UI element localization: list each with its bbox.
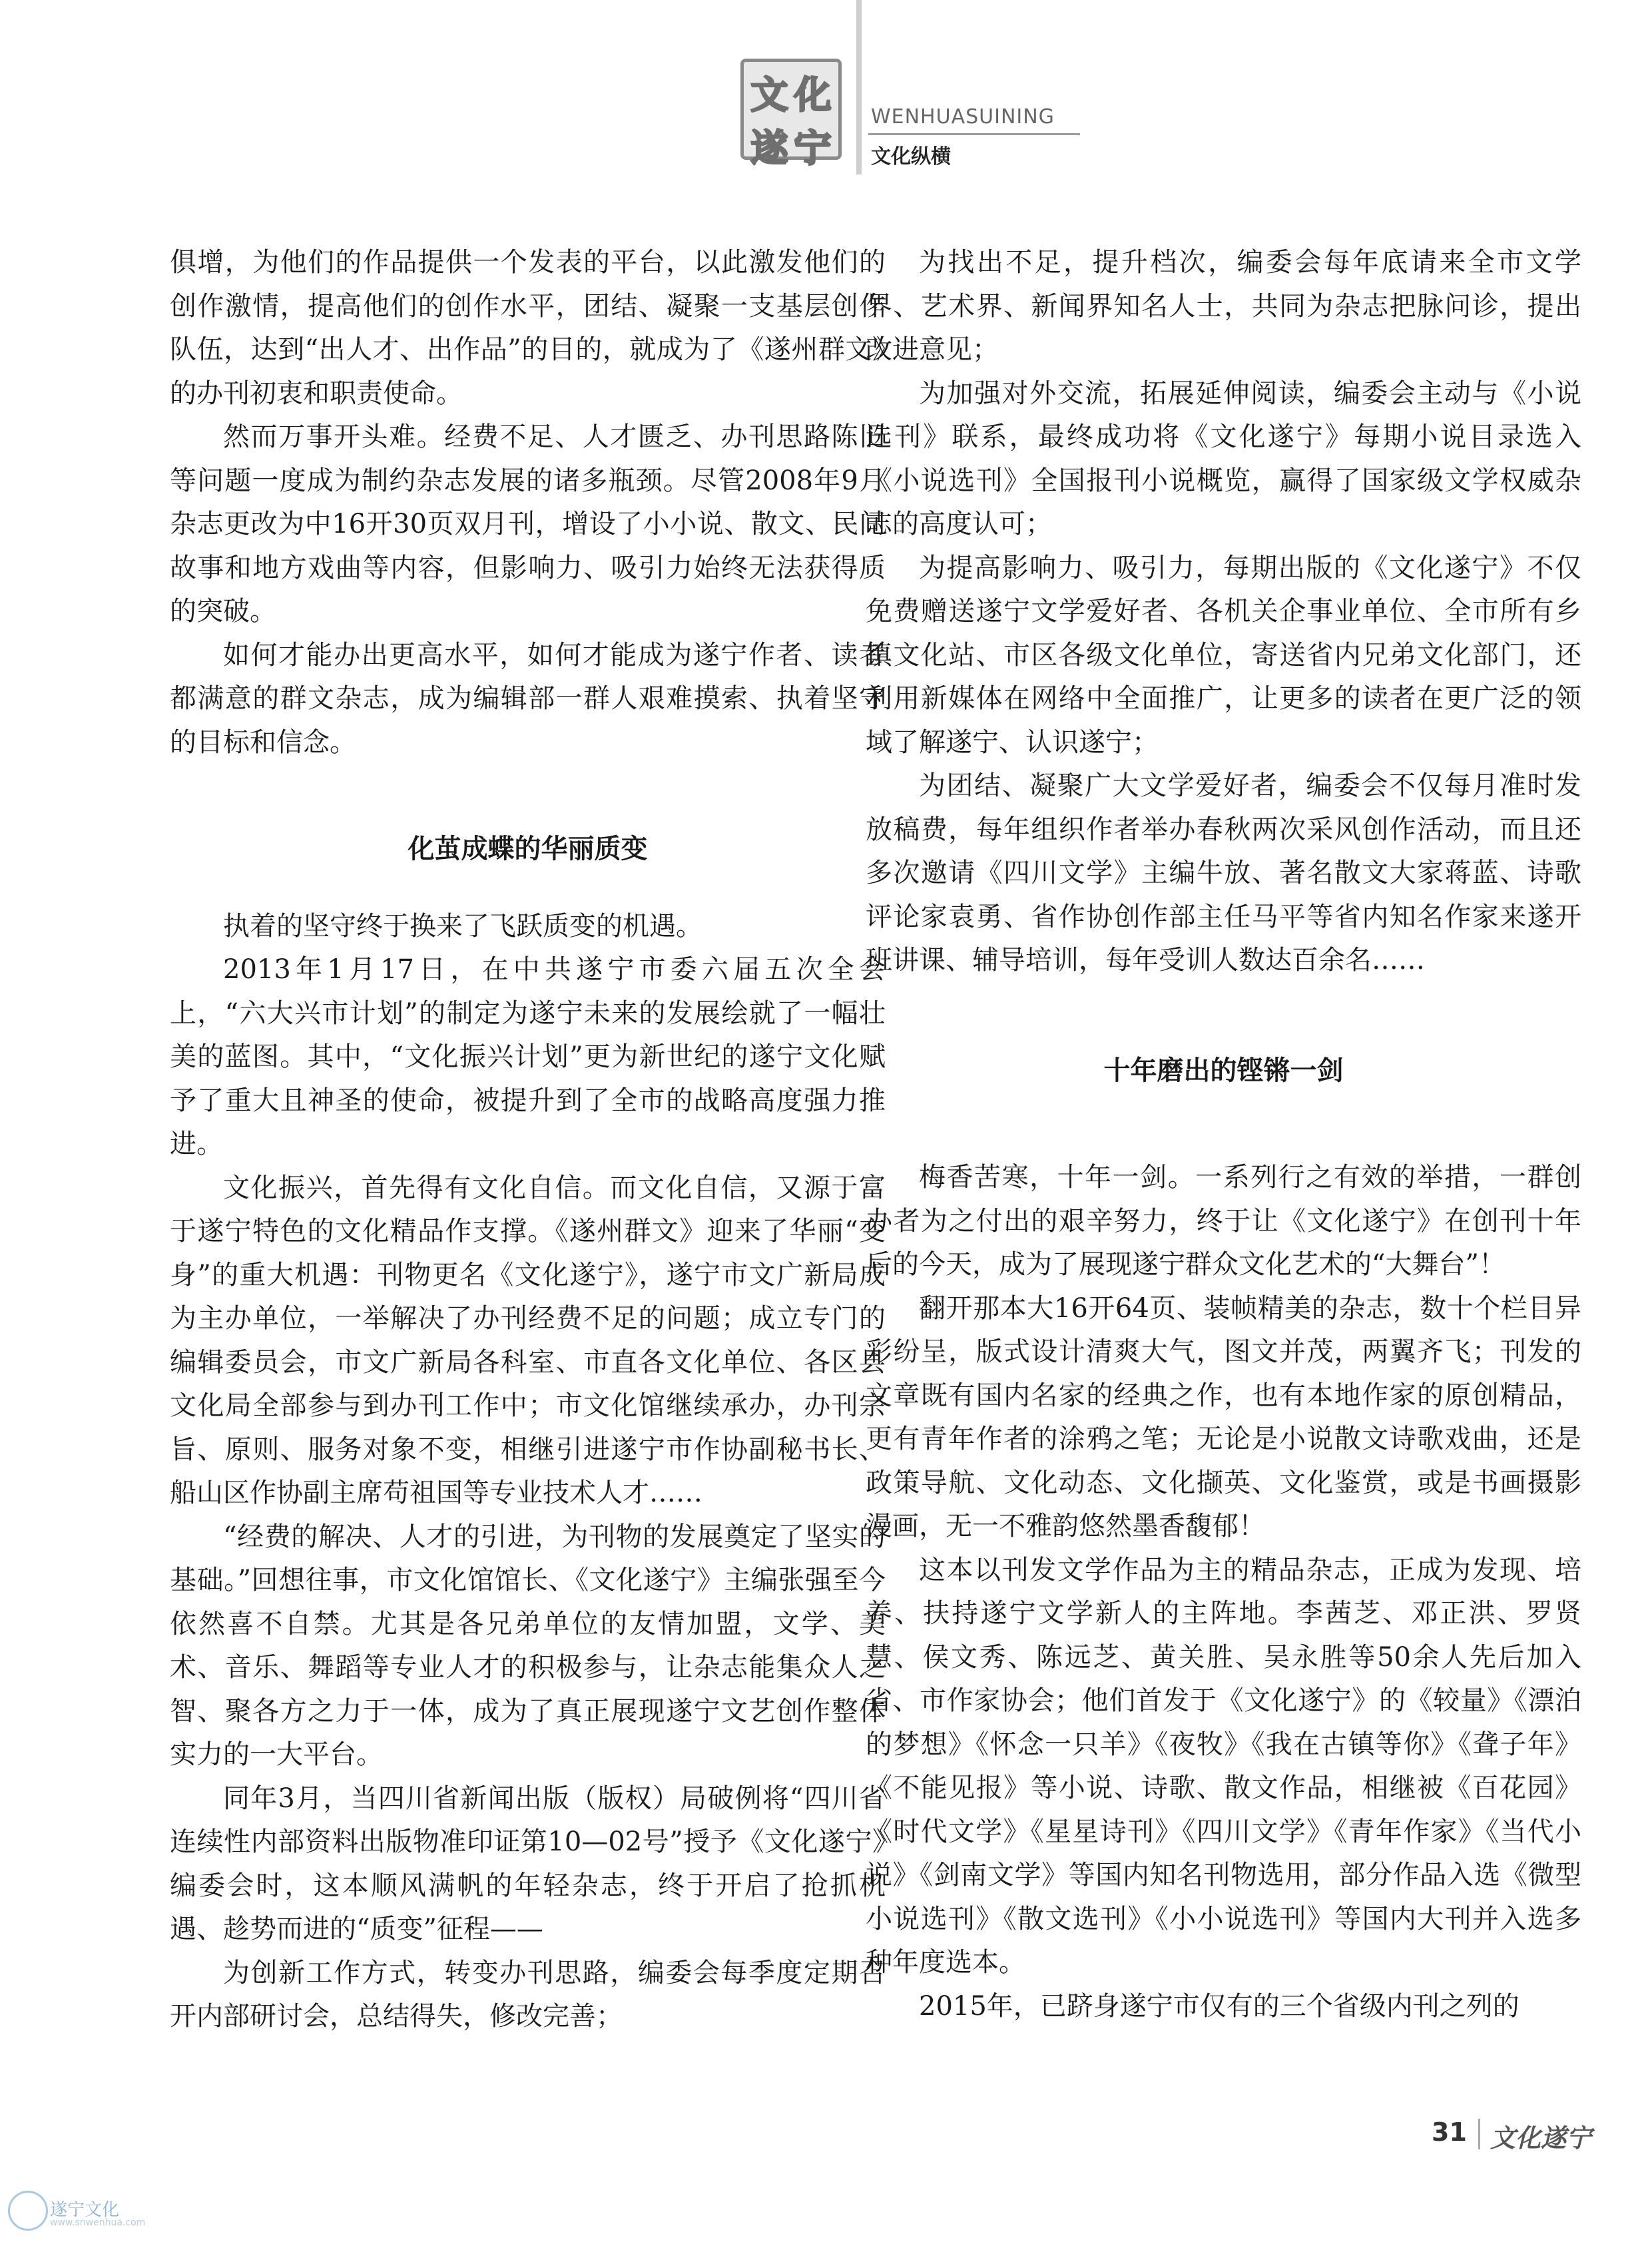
section-title: 文化纵横 bbox=[871, 145, 951, 168]
paragraph: 2015年，已跻身遂宁市仅有的三个省级内刊之列的 bbox=[919, 1990, 1519, 2022]
logo-char: 遂 bbox=[750, 127, 788, 170]
paragraph: 翻开那本大16开64页、装帧精美的杂志，数十个栏目异彩纷呈，版式设计清爽大气，图文并茂，两翼齐飞；刊发的文章既有国内名家的经典之作，也有本地作家的原创精品，更有青年作者的涂鸦之笔；无论是小说散文诗歌戏曲，还是政策导航、文化动态、文化撷英、文化鉴赏，或是书画摄影漫画，无一不雅韵悠然墨香馥郁！ bbox=[866, 1292, 1581, 1541]
brand-english-name: WENHUASUINING bbox=[871, 105, 1055, 129]
paragraph: “经费的解决、人才的引进，为刊物的发展奠定了坚实的基础。”回想往事，市文化馆馆长、《文化遂宁》主编张强至今依然喜不自禁。尤其是各兄弟单位的友情加盟，文学、美术、音乐、舞蹈等专业人才的积极参与，让杂志能集众人之智、聚各方之力于一体，成为了真正展现遂宁文艺创作整体实力的一大平台。 bbox=[170, 1521, 886, 1770]
page-number: 31 bbox=[1432, 2117, 1467, 2147]
logo-char: 化 bbox=[794, 74, 832, 117]
paragraph: 为提高影响力、吸引力，每期出版的《文化遂宁》不仅免费赠送遂宁文学爱好者、各机关企事业单位、全市所有乡镇文化站、市区各级文化单位，寄送省内兄弟文化部门，还利用新媒体在网络中全面推广，让更多的读者在更广泛的领域了解遂宁、认识遂宁； bbox=[866, 552, 1581, 758]
logo-char: 宁 bbox=[794, 127, 832, 170]
watermark-url: www.snwenhua.com bbox=[50, 2217, 146, 2228]
paragraph: 梅香苦寒，十年一剑。一系列行之有效的举措，一群创办者为之付出的艰辛努力，终于让《文化遂宁》在创刊十年后的今天，成为了展现遂宁群众文化艺术的“大舞台”！ bbox=[866, 1162, 1581, 1280]
left-column bbox=[170, 241, 886, 2039]
section-heading: 十年磨出的铿锵一剑 bbox=[1103, 1055, 1344, 1086]
paragraph: 为团结、凝聚广大文学爱好者，编委会不仅每月准时发放稿费，每年组织作者举办春秋两次采风创作活动，而且还多次邀请《四川文学》主编牛放、著名散文大家蒋蓝、诗歌评论家袁勇、省作协创作部主任马平等省内知名作家来遂开班讲课、辅导培训，每年受训人数达百余名…… bbox=[866, 770, 1581, 976]
header-vertical-rule bbox=[856, 0, 862, 174]
section-heading: 化茧成蝶的华丽质变 bbox=[408, 834, 648, 864]
right-column bbox=[866, 241, 1581, 2028]
paragraph: 然而万事开头难。经费不足、人才匮乏、办刊思路陈旧等问题一度成为制约杂志发展的诸多瓶颈。尽管2008年9月杂志更改为中16开30页双月刊，增设了小小说、散文、民间故事和地方戏曲等内容，但影响力、吸引力始终无法获得质的突破。 bbox=[170, 421, 886, 627]
paragraph: 同年3月，当四川省新闻出版（版权）局破例将“四川省连续性内部资料出版物准印证第10—02号”授予《文化遂宁》编委会时，这本顺风满帆的年轻杂志，终于开启了抢抓机遇、趁势而进的“质变”征程—— bbox=[170, 1783, 886, 1944]
paragraph: 这本以刊发文学作品为主的精品杂志，正成为发现、培养、扶持遂宁文学新人的主阵地。李茜芝、邓正洪、罗贤慧、侯文秀、陈远芝、黄关胜、吴永胜等50余人先后加入省、市作家协会；他们首发于《文化遂宁》的《较量》《漂泊的梦想》《怀念一只羊》《夜牧》《我在古镇等你》《聋子年》《不能见报》等小说、诗歌、散文作品，相继被《百花园》《时代文学》《星星诗刊》《四川文学》《青年作家》《当代小说》《剑南文学》等国内知名刊物选用，部分作品入选《微型小说选刊》《散文选刊》《小小说选刊》等国内大刊并入选多种年度选本。 bbox=[866, 1554, 1581, 1978]
footer-divider bbox=[1478, 2119, 1480, 2149]
paragraph: 为加强对外交流，拓展延伸阅读，编委会主动与《小说选刊》联系，最终成功将《文化遂宁》每期小说目录选入《小说选刊》全国报刊小说概览，赢得了国家级文学权威杂志的高度认可； bbox=[866, 378, 1581, 539]
paragraph: 如何才能办出更高水平，如何才能成为遂宁作者、读者都满意的群文杂志，成为编辑部一群人艰难摸索、执着坚守的目标和信念。 bbox=[170, 639, 886, 758]
paragraph: 俱增，为他们的作品提供一个发表的平台，以此激发他们的创作激情，提高他们的创作水平，团结、凝聚一支基层创作队伍，达到“出人才、出作品”的目的，就成为了《遂州群文》的办刊初衷和职责使命。 bbox=[170, 247, 886, 409]
paragraph: 文化振兴，首先得有文化自信。而文化自信，又源于富于遂宁特色的文化精品作支撑。《遂州群文》迎来了华丽“变身”的重大机遇：刊物更名《文化遂宁》，遂宁市文广新局成为主办单位，一举解决了办刊经费不足的问题；成立专门的编辑委员会，市文广新局各科室、市直各文化单位、各区县文化局全部参与到办刊工作中；市文化馆继续承办，办刊宗旨、原则、服务对象不变，相继引进遂宁市作协副秘书长、船山区作协副主席苟祖国等专业技术人才…… bbox=[170, 1172, 886, 1508]
paragraph: 执着的坚守终于换来了飞跃质变的机遇。 bbox=[223, 910, 702, 942]
watermark-logo-icon bbox=[8, 2191, 48, 2231]
paragraph: 为找出不足，提升档次，编委会每年底请来全市文学界、艺术界、新闻界知名人士，共同为杂志把脉问诊，提出改进意见； bbox=[866, 247, 1581, 365]
magazine-logo bbox=[740, 59, 842, 170]
logo-char: 文 bbox=[750, 74, 788, 117]
paragraph: 2013年1月17日，在中共遂宁市委六届五次全会上，“六大兴市计划”的制定为遂宁未来的发展绘就了一幅壮美的蓝图。其中，“文化振兴计划”更为新世纪的遂宁文化赋予了重大且神圣的使命，被提升到了全市的战略高度强力推进。 bbox=[170, 954, 886, 1159]
watermark-text: 遂宁文化 bbox=[50, 2200, 120, 2220]
header-divider bbox=[868, 133, 1080, 135]
footer-brand: 文化遂宁 bbox=[1490, 2123, 1592, 2153]
paragraph: 为创新工作方式，转变办刊思路，编委会每季度定期召开内部研讨会，总结得失，修改完善； bbox=[170, 1957, 886, 2032]
